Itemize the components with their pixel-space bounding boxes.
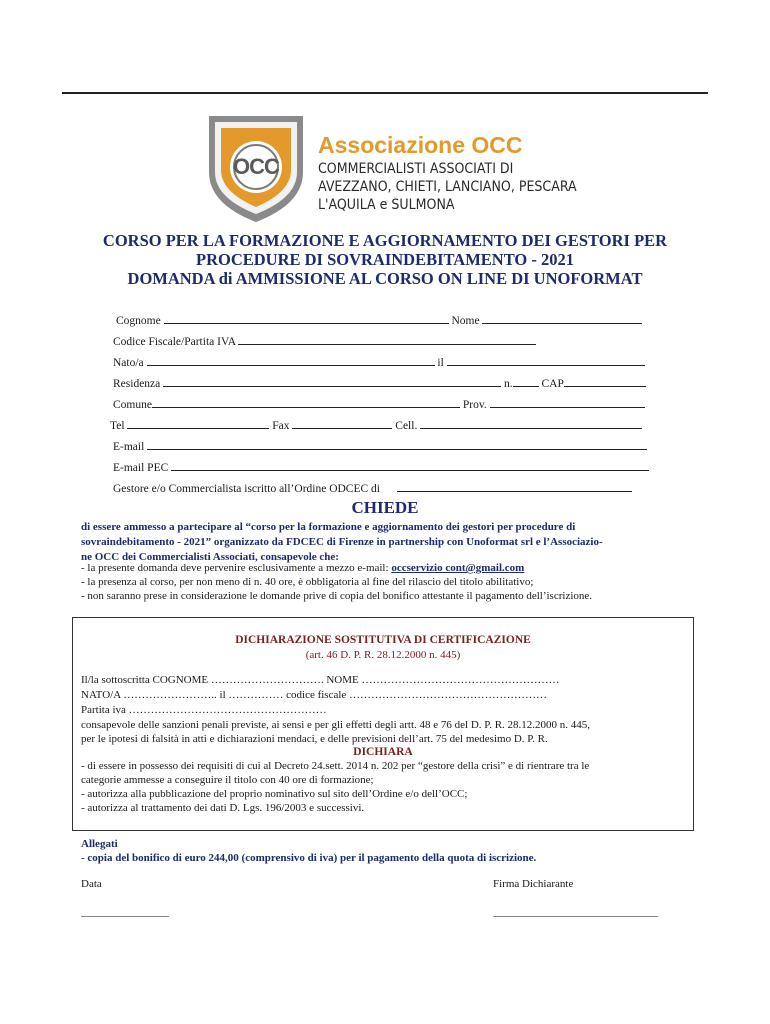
residenza-field[interactable] [163,375,501,387]
row-codice-fiscale [113,333,536,348]
codice-fiscale-field[interactable] [238,333,536,345]
date-field[interactable]: ________________ [81,906,169,918]
title-line-3: DOMANDA di AMMISSIONE AL CORSO ON LINE DI UNOFORMAT [127,269,643,288]
logo-line-2: AVEZZANO, CHIETI, LANCIANO, PESCARA [318,179,577,195]
declaration-text-5: - autorizza alla pubblicazione del proprio nominativo sul sito dell’Ordine e/o dell’OCC; [81,788,468,800]
bullet-email-text: - la presente domanda deve pervenire esclusivamente a mezzo e-mail: [81,562,392,574]
ordine-field[interactable] [397,480,632,492]
nato-field[interactable] [147,354,435,366]
email-field[interactable] [147,438,647,450]
nome-label: Nome [451,315,480,327]
prov-field[interactable] [490,396,645,408]
date-label: Data [81,878,102,890]
il-label: il [437,357,444,369]
comune-label: Comune [113,399,152,411]
cognome-label: Cognome [116,315,161,327]
title-line-2: PROCEDURE DI SOVRAINDEBITAMENTO - 2021 [195,250,574,269]
association-logo [205,112,577,227]
row-cognome-nome [116,312,642,327]
declaration-vat-row[interactable]: Partita iva ……………………………………………… [81,704,327,716]
declaration-box [72,617,694,831]
prov-label: Prov. [462,399,487,411]
chiede-heading: CHIEDE [351,498,419,517]
gestore-label: Gestore e/o Commercialista iscritto all’Ordine ODCEC di [113,483,380,495]
row-pec [113,459,649,474]
row-email [113,438,647,453]
logo-line-3: L'AQUILA e SULMONA [318,197,455,213]
brand-name: Associazione OCC [318,132,523,158]
tel-field[interactable] [127,417,269,429]
cognome-field[interactable] [164,312,449,324]
allegati-item: - copia del bonifico di euro 244,00 (comprensivo di iva) per il pagamento della quota di iscrizione. [81,852,537,864]
row-tel-fax-cell [110,417,642,432]
request-line-1: di essere ammesso a partecipare al “corso per la formazione e aggiornamento dei gestori per procedure di [81,521,576,533]
dichiara-heading: DICHIARA [353,746,413,758]
declaration-text-3: - di essere in possesso dei requisiti di cui al Decreto 24.sett. 2014 n. 202 per “gestore della crisi” e di rientrare tra le [81,760,590,772]
request-line-2: sovraindebitamento - 2021” organizzato da FDCEC di Firenze in partnership con Unoformat srl e l’Associazio- [81,536,603,548]
declaration-text-4: categorie ammesse a conseguire il titolo con 40 ore di formazione; [81,774,374,786]
comune-field[interactable] [152,396,460,408]
shield-label: OCC [233,154,279,179]
fax-field[interactable] [292,417,392,429]
email-label: E-mail [113,441,145,453]
declaration-birth-row[interactable]: NATO/A …………………….. il …………… codice fiscale ……………………………………………… [81,689,548,701]
nome-field[interactable] [482,312,642,324]
logo-line-1: COMMERCIALISTI ASSOCIATI DI [318,161,514,177]
contact-email-link[interactable]: occservizio cont@gmail.com [391,562,525,574]
tel-label: Tel [110,420,125,432]
row-comune [113,396,645,411]
title-line-1: CORSO PER LA FORMAZIONE E AGGIORNAMENTO DEI GESTORI PER [102,231,668,250]
top-rule [62,92,708,94]
cap-field[interactable] [564,375,646,387]
declaration-text-1: consapevole delle sanzioni penali previste, ai sensi e per gli effetti degli artt. 48 e 76 del D. P. R. 28.12.2000 n. 445, [81,719,591,731]
declaration-text-6: - autorizza al trattamento dei dati D. Lgs. 196/2003 e successivi. [81,802,365,814]
signature-field[interactable]: ______________________________ [493,906,658,918]
nato-label: Nato/a [113,357,144,369]
declaration-subtitle: (art. 46 D. P. R. 28.12.2000 n. 445) [305,649,461,661]
pec-field[interactable] [171,459,649,471]
row-nato [113,354,645,369]
declaration-name-row[interactable]: Il/la sottoscritta COGNOME …………………………. NOME ……………………………………………… [81,674,560,686]
fax-label: Fax [272,420,290,432]
cell-field[interactable] [420,417,642,429]
codice-fiscale-label: Codice Fiscale/Partita IVA [113,336,236,348]
signature-label: Firma Dichiarante [493,878,574,890]
declaration-title: DICHIARAZIONE SOSTITUTIVA DI CERTIFICAZIONE [235,634,531,646]
cell-label: Cell. [395,420,418,432]
bullet-email [81,562,524,574]
pec-label: E-mail PEC [113,462,169,474]
declaration-text-2: per le ipotesi di falsità in atti e dichiarazioni mendaci, e delle previsioni dell’art. 75 del medesimo D. P. R. [81,733,548,745]
numero-label: n. [504,378,513,390]
row-gestore [113,480,632,495]
cap-label: CAP [541,378,564,390]
row-residenza [113,375,646,390]
allegati-heading: Allegati [81,838,118,850]
bullet-payment: - non saranno prese in considerazione le domande prive di copia del bonifico attestante il pagamento dell’iscrizione. [81,590,593,602]
request-line-3: ne OCC dei Commercialisti Associati, consapevole che: [81,551,339,563]
birth-date-field[interactable] [447,354,645,366]
numero-field[interactable] [513,375,539,387]
residenza-label: Residenza [113,378,161,390]
bullet-presence: - la presenza al corso, per non meno di n. 40 ore, è obbligatoria al fine del rilascio del titolo abilitativo; [81,576,534,588]
